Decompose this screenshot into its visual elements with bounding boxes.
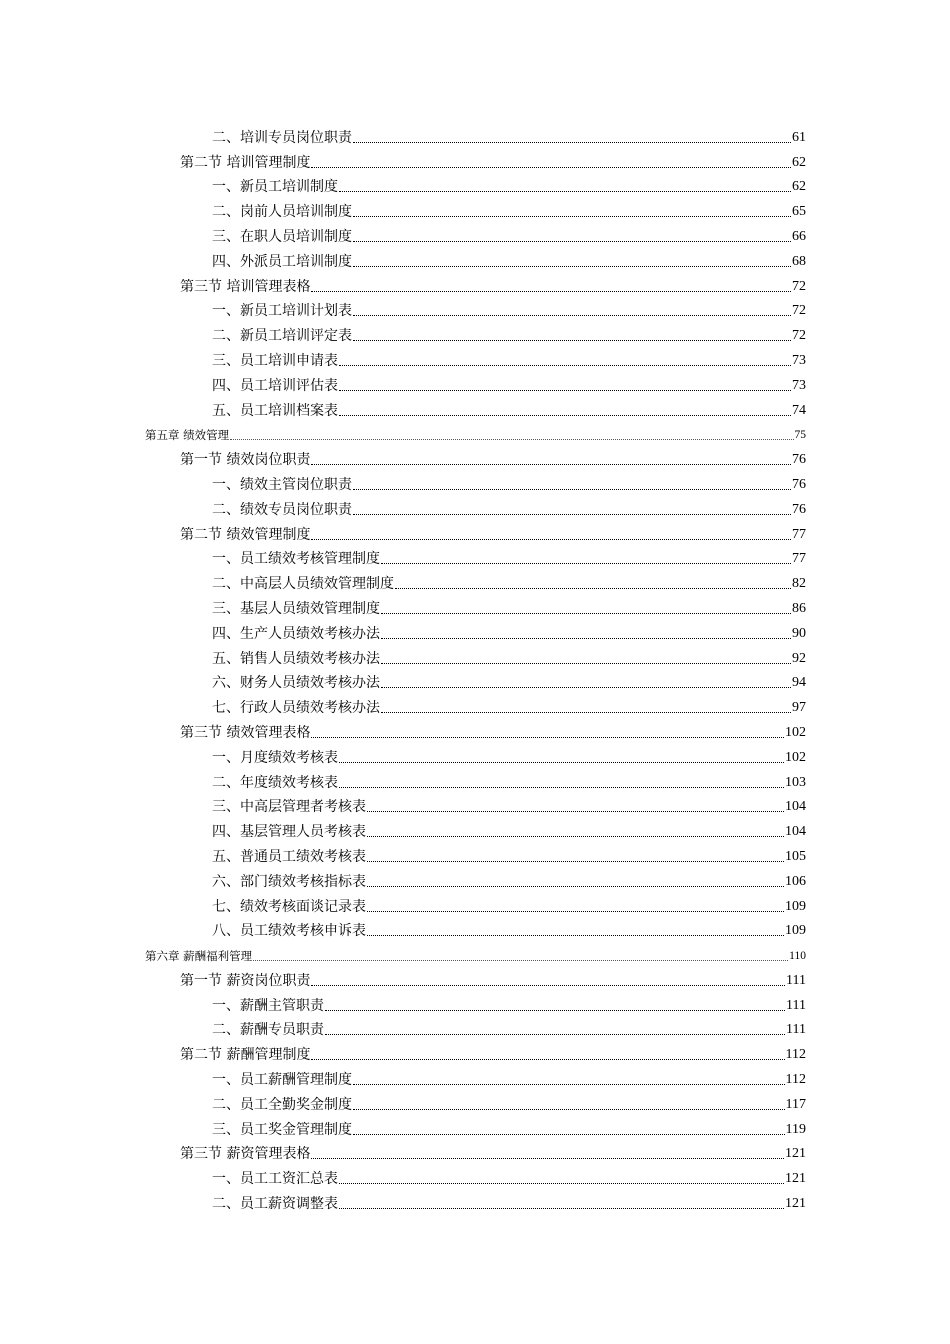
toc-entry-page-number: 121 — [785, 1196, 806, 1212]
dot-leader — [367, 935, 784, 936]
toc-entry-section[interactable] — [0, 521, 806, 546]
toc-entry-page-number: 112 — [785, 1047, 806, 1063]
dot-leader — [311, 167, 791, 168]
toc-entry-item[interactable] — [0, 744, 806, 769]
toc-entry-title: 四、基层管理人员考核表 — [212, 824, 366, 841]
dot-leader — [367, 911, 784, 912]
dot-leader — [353, 1084, 785, 1085]
toc-entry-title: 一、员工薪酬管理制度 — [212, 1072, 352, 1089]
toc-entry-page-number: 76 — [792, 476, 806, 492]
toc-entry-page-number: 86 — [792, 600, 806, 616]
toc-entry-title: 二、年度绩效考核表 — [212, 774, 338, 791]
toc-entry-page-number: 77 — [792, 551, 806, 567]
toc-entry-item[interactable] — [0, 248, 806, 273]
toc-entry-page-number: 104 — [785, 824, 806, 840]
toc-entry-title: 八、员工绩效考核申诉表 — [212, 923, 366, 940]
table-of-contents — [0, 124, 950, 1215]
toc-entry-item[interactable] — [0, 1116, 806, 1141]
dot-leader — [311, 1059, 784, 1060]
toc-entry-item[interactable] — [0, 471, 806, 496]
dot-leader — [353, 142, 791, 143]
toc-entry-title: 一、月度绩效考核表 — [212, 749, 338, 766]
toc-entry-page-number: 76 — [792, 501, 806, 517]
toc-entry-title: 四、生产人员绩效考核办法 — [212, 625, 380, 642]
toc-entry-title: 一、员工工资汇总表 — [212, 1171, 338, 1188]
toc-entry-item[interactable] — [0, 694, 806, 719]
toc-entry-item[interactable] — [0, 769, 806, 794]
dot-leader — [353, 489, 791, 490]
toc-entry-section[interactable] — [0, 719, 806, 744]
toc-entry-title: 第六章 薪酬福利管理 — [145, 949, 253, 964]
dot-leader — [367, 861, 784, 862]
toc-entry-item[interactable] — [0, 1066, 806, 1091]
toc-entry-page-number: 112 — [785, 1072, 806, 1088]
toc-entry-section[interactable] — [0, 1141, 806, 1166]
toc-entry-page-number: 65 — [792, 204, 806, 220]
toc-entry-title: 第二节 薪酬管理制度 — [180, 1047, 311, 1064]
dot-leader — [230, 439, 793, 440]
toc-entry-title: 四、员工培训评估表 — [212, 377, 338, 394]
toc-entry-page-number: 66 — [792, 228, 806, 244]
toc-entry-page-number: 73 — [792, 377, 806, 393]
toc-entry-page-number: 72 — [792, 303, 806, 319]
toc-entry-title: 七、行政人员绩效考核办法 — [212, 700, 380, 717]
toc-entry-title: 三、员工奖金管理制度 — [212, 1121, 352, 1138]
toc-entry-item[interactable] — [0, 546, 806, 571]
toc-entry-page-number: 82 — [792, 576, 806, 592]
dot-leader — [381, 687, 791, 688]
toc-entry-title: 三、中高层管理者考核表 — [212, 799, 366, 816]
toc-entry-page-number: 72 — [792, 278, 806, 294]
dot-leader — [311, 1158, 784, 1159]
toc-entry-item[interactable] — [0, 397, 806, 422]
toc-entry-title: 五、普通员工绩效考核表 — [212, 848, 366, 865]
toc-entry-title: 一、绩效主管岗位职责 — [212, 476, 352, 493]
toc-entry-item[interactable] — [0, 868, 806, 893]
dot-leader — [367, 886, 784, 887]
toc-entry-chapter[interactable] — [0, 942, 806, 967]
dot-leader — [353, 1134, 785, 1135]
toc-entry-title: 第五章 绩效管理 — [145, 428, 230, 443]
toc-entry-section[interactable] — [0, 1041, 806, 1066]
toc-entry-title: 二、岗前人员培训制度 — [212, 204, 352, 221]
toc-entry-page-number: 106 — [785, 873, 806, 889]
toc-entry-item[interactable] — [0, 670, 806, 695]
toc-entry-page-number: 111 — [786, 997, 806, 1013]
toc-entry-page-number: 73 — [792, 352, 806, 368]
toc-entry-title: 五、销售人员绩效考核办法 — [212, 650, 380, 667]
toc-entry-item[interactable] — [0, 992, 806, 1017]
toc-entry-title: 三、员工培训申请表 — [212, 352, 338, 369]
toc-entry-title: 二、员工全勤奖金制度 — [212, 1096, 352, 1113]
toc-entry-item[interactable] — [0, 918, 806, 943]
dot-leader — [325, 1034, 785, 1035]
toc-entry-title: 第二节 绩效管理制度 — [180, 526, 311, 543]
toc-entry-title: 六、部门绩效考核指标表 — [212, 873, 366, 890]
toc-entry-page-number: 104 — [785, 799, 806, 815]
toc-entry-item[interactable] — [0, 1017, 806, 1042]
toc-entry-item[interactable] — [0, 496, 806, 521]
dot-leader — [395, 588, 791, 589]
dot-leader — [381, 613, 791, 614]
toc-entry-page-number: 92 — [792, 650, 806, 666]
toc-entry-page-number: 62 — [792, 154, 806, 170]
toc-entry-title: 第一节 绩效岗位职责 — [180, 452, 311, 469]
dot-leader — [339, 365, 791, 366]
toc-entry-item[interactable] — [0, 223, 806, 248]
toc-entry-item[interactable] — [0, 198, 806, 223]
toc-entry-page-number: 75 — [794, 429, 806, 442]
toc-entry-item[interactable] — [0, 347, 806, 372]
toc-entry-section[interactable] — [0, 273, 806, 298]
toc-entry-page-number: 109 — [785, 923, 806, 939]
toc-entry-page-number: 111 — [786, 1022, 806, 1038]
dot-leader — [339, 1208, 784, 1209]
toc-entry-item[interactable] — [0, 1091, 806, 1116]
dot-leader — [381, 563, 791, 564]
dot-leader — [311, 539, 791, 540]
toc-entry-title: 三、基层人员绩效管理制度 — [212, 600, 380, 617]
toc-entry-item[interactable] — [0, 372, 806, 397]
toc-entry-page-number: 68 — [792, 253, 806, 269]
dot-leader — [311, 737, 784, 738]
toc-entry-title: 一、新员工培训制度 — [212, 179, 338, 196]
dot-leader — [367, 836, 784, 837]
dot-leader — [311, 291, 791, 292]
toc-entry-title: 五、员工培训档案表 — [212, 402, 338, 419]
dot-leader — [339, 1183, 784, 1184]
toc-entry-title: 第一节 薪资岗位职责 — [180, 972, 311, 989]
dot-leader — [339, 191, 791, 192]
dot-leader — [339, 415, 791, 416]
toc-entry-item[interactable] — [0, 1165, 806, 1190]
toc-entry-page-number: 76 — [792, 452, 806, 468]
toc-entry-page-number: 109 — [785, 898, 806, 914]
dot-leader — [339, 390, 791, 391]
dot-leader — [353, 241, 791, 242]
toc-entry-page-number: 61 — [792, 129, 806, 145]
toc-entry-title: 一、员工绩效考核管理制度 — [212, 551, 380, 568]
dot-leader — [367, 811, 784, 812]
toc-entry-title: 七、绩效考核面谈记录表 — [212, 898, 366, 915]
dot-leader — [381, 712, 791, 713]
toc-entry-title: 第三节 培训管理表格 — [180, 278, 311, 295]
toc-entry-title: 二、绩效专员岗位职责 — [212, 501, 352, 518]
toc-entry-page-number: 121 — [785, 1171, 806, 1187]
toc-entry-page-number: 94 — [792, 675, 806, 691]
dot-leader — [381, 638, 791, 639]
toc-entry-page-number: 62 — [792, 179, 806, 195]
dot-leader — [253, 960, 788, 961]
toc-entry-item[interactable] — [0, 645, 806, 670]
toc-entry-title: 三、在职人员培训制度 — [212, 228, 352, 245]
dot-leader — [353, 340, 791, 341]
toc-entry-page-number: 72 — [792, 328, 806, 344]
dot-leader — [339, 762, 784, 763]
toc-entry-section[interactable] — [0, 446, 806, 471]
toc-entry-page-number: 119 — [785, 1121, 806, 1137]
toc-entry-page-number: 117 — [785, 1096, 806, 1112]
toc-entry-item[interactable] — [0, 298, 806, 323]
toc-entry-item[interactable] — [0, 843, 806, 868]
toc-entry-item[interactable] — [0, 322, 806, 347]
toc-entry-title: 一、新员工培训计划表 — [212, 303, 352, 320]
toc-entry-item[interactable] — [0, 595, 806, 620]
toc-entry-page-number: 111 — [786, 972, 806, 988]
toc-entry-page-number: 110 — [789, 950, 806, 963]
toc-entry-item[interactable] — [0, 570, 806, 595]
toc-entry-item[interactable] — [0, 620, 806, 645]
toc-entry-title: 二、员工薪资调整表 — [212, 1196, 338, 1213]
toc-entry-section[interactable] — [0, 967, 806, 992]
toc-entry-page-number: 105 — [785, 848, 806, 864]
toc-entry-title: 第三节 薪资管理表格 — [180, 1146, 311, 1163]
toc-entry-title: 第二节 培训管理制度 — [180, 154, 311, 171]
toc-entry-title: 四、外派员工培训制度 — [212, 253, 352, 270]
dot-leader — [353, 266, 791, 267]
toc-entry-page-number: 97 — [792, 700, 806, 716]
dot-leader — [339, 787, 784, 788]
toc-entry-item[interactable] — [0, 1190, 806, 1215]
toc-entry-page-number: 103 — [785, 774, 806, 790]
toc-entry-title: 二、中高层人员绩效管理制度 — [212, 576, 394, 593]
dot-leader — [325, 1010, 785, 1011]
dot-leader — [311, 985, 785, 986]
toc-entry-page-number: 77 — [792, 526, 806, 542]
toc-entry-section[interactable] — [0, 149, 806, 174]
toc-entry-page-number: 90 — [792, 625, 806, 641]
toc-entry-title: 二、薪酬专员职责 — [212, 1022, 324, 1039]
dot-leader — [353, 216, 791, 217]
toc-entry-item[interactable] — [0, 794, 806, 819]
toc-entry-item[interactable] — [0, 124, 806, 149]
toc-entry-title: 第三节 绩效管理表格 — [180, 724, 311, 741]
toc-entry-page-number: 102 — [785, 749, 806, 765]
toc-entry-item[interactable] — [0, 174, 806, 199]
toc-entry-item[interactable] — [0, 893, 806, 918]
toc-entry-item[interactable] — [0, 818, 806, 843]
toc-entry-title: 六、财务人员绩效考核办法 — [212, 675, 380, 692]
toc-entry-page-number: 74 — [792, 402, 806, 418]
toc-entry-title: 二、新员工培训评定表 — [212, 328, 352, 345]
toc-entry-title: 二、培训专员岗位职责 — [212, 129, 352, 146]
toc-entry-title: 一、薪酬主管职责 — [212, 997, 324, 1014]
toc-entry-page-number: 102 — [785, 724, 806, 740]
dot-leader — [381, 663, 791, 664]
dot-leader — [353, 1109, 785, 1110]
dot-leader — [311, 464, 791, 465]
dot-leader — [353, 514, 791, 515]
dot-leader — [353, 315, 791, 316]
toc-entry-page-number: 121 — [785, 1146, 806, 1162]
toc-entry-chapter[interactable] — [0, 422, 806, 447]
